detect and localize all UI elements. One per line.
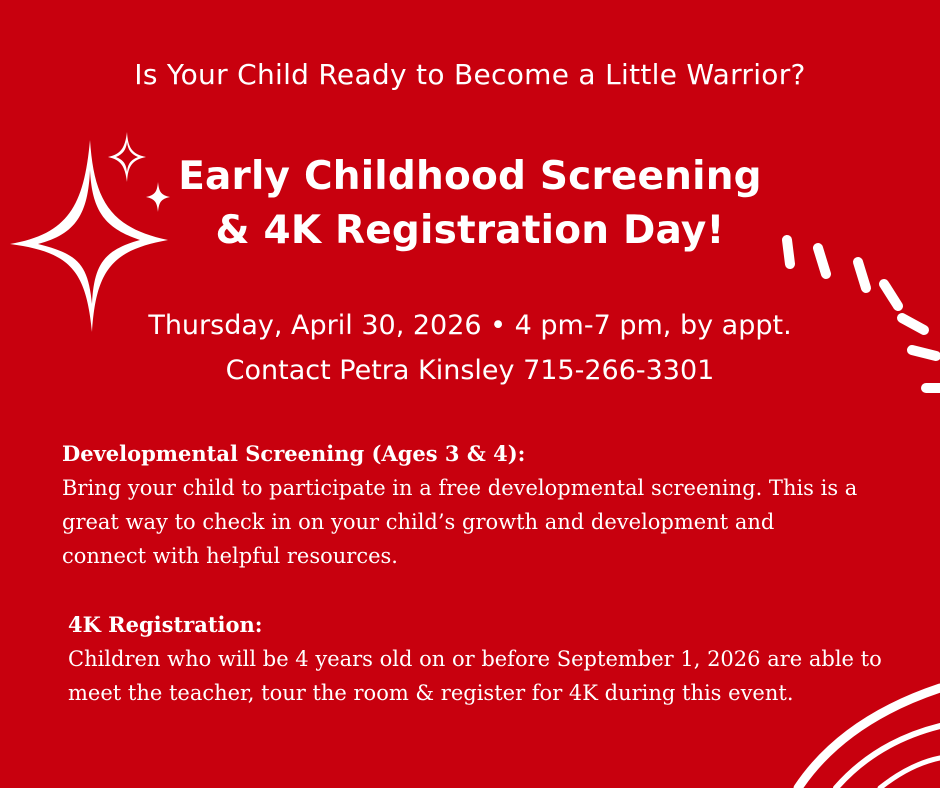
section-body: Bring your child to participate in a free developmental screening. This is a great way to check in on your child’s growth and development and connect with helpful resources. [62,476,858,568]
title-line-2: & 4K Registration Day! [215,208,725,253]
section-heading: 4K Registration: [68,612,263,637]
event-contact: Contact Petra Kinsley 715-266-3301 [225,355,715,386]
section-4k-registration [68,608,888,710]
section-body: Children who will be 4 years old on or before September 1, 2026 are able to meet the teacher, tour the room & register for 4K during this event. [68,647,882,705]
event-date-time: Thursday, April 30, 2026 • 4 pm-7 pm, by appt. [148,310,792,341]
section-developmental-screening [62,437,862,573]
title-line-1: Early Childhood Screening [178,154,762,199]
section-heading: Developmental Screening (Ages 3 & 4): [62,441,526,466]
tagline: Is Your Child Ready to Become a Little Warrior? [134,58,806,91]
